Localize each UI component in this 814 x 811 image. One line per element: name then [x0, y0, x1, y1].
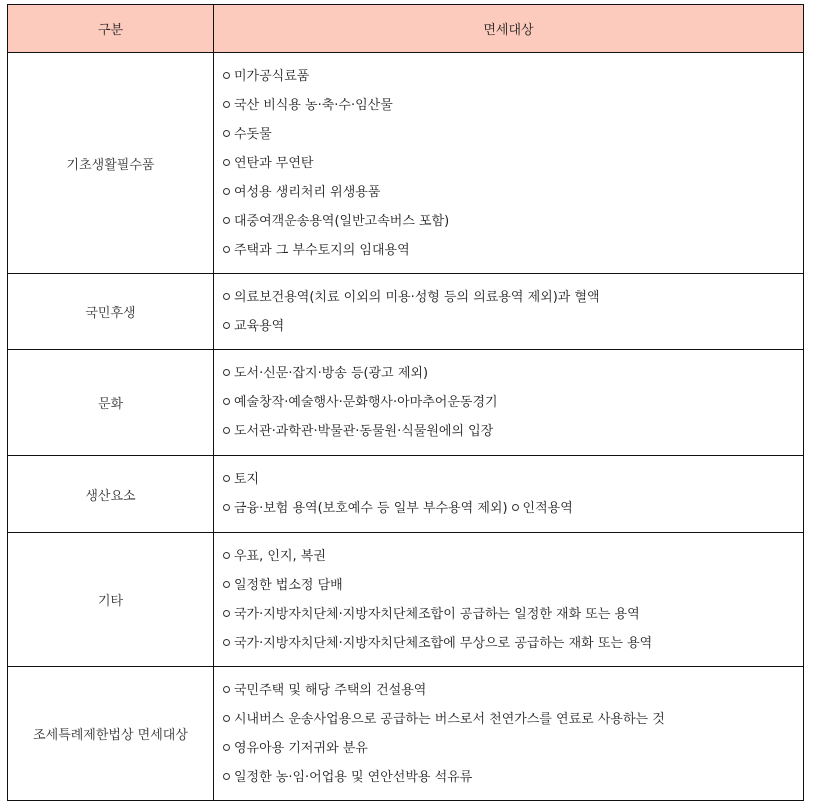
bullet-icon	[223, 322, 230, 329]
list-item: 일정한 농·임·어업용 및 연안선박용 석유류	[223, 763, 803, 792]
list-item: 교육용역	[223, 312, 803, 341]
list-item: 금융·보험 용역(보호예수 등 일부 부수용역 제외) 인적용역	[223, 494, 803, 523]
items-cell	[214, 456, 804, 533]
list-item: 국가·지방자치단체·지방자치단체조합에 무상으로 공급하는 재화 또는 용역	[223, 629, 803, 658]
list-item: 의료보건용역(치료 이외의 미용·성형 등의 의료용역 제외)과 혈액	[223, 283, 803, 312]
list-item: 예술창작·예술행사·문화행사·아마추어운동경기	[223, 388, 803, 417]
list-item: 국산 비식용 농·축·수·임산물	[223, 91, 803, 120]
bullet-icon	[223, 427, 230, 434]
bullet-icon	[223, 293, 230, 300]
header-items: 면세대상	[214, 5, 804, 53]
list-item: 국민주택 및 해당 주택의 건설용역	[223, 676, 803, 705]
table-row	[8, 456, 804, 533]
list-item: 여성용 생리처리 위생용품	[223, 178, 803, 207]
bullet-icon	[223, 217, 230, 224]
table-row	[8, 350, 804, 456]
bullet-icon	[223, 552, 230, 559]
list-item: 연탄과 무연탄	[223, 149, 803, 178]
table-row	[8, 53, 804, 274]
bullet-icon	[223, 72, 230, 79]
bullet-icon	[223, 581, 230, 588]
category-cell: 국민후생	[8, 274, 214, 350]
header-row	[8, 5, 804, 53]
items-cell	[214, 350, 804, 456]
bullet-icon	[223, 773, 230, 780]
items-cell	[214, 53, 804, 274]
list-item: 도서·신문·잡지·방송 등(광고 제외)	[223, 359, 803, 388]
bullet-icon	[223, 475, 230, 482]
bullet-icon	[223, 686, 230, 693]
category-cell: 기타	[8, 533, 214, 667]
bullet-icon	[223, 639, 230, 646]
bullet-icon	[223, 398, 230, 405]
items-cell	[214, 274, 804, 350]
list-item: 국가·지방자치단체·지방자치단체조합이 공급하는 일정한 재화 또는 용역	[223, 600, 803, 629]
table-row	[8, 533, 804, 667]
list-item: 대중여객운송용역(일반고속버스 포함)	[223, 207, 803, 236]
items-cell	[214, 667, 804, 801]
list-item: 시내버스 운송사업용으로 공급하는 버스로서 천연가스를 연료로 사용하는 것	[223, 705, 803, 734]
list-item: 영유아용 기저귀와 분유	[223, 734, 803, 763]
items-cell	[214, 533, 804, 667]
category-cell: 조세특례제한법상 면세대상	[8, 667, 214, 801]
list-item: 수돗물	[223, 120, 803, 149]
list-item: 우표, 인지, 복권	[223, 542, 803, 571]
list-item: 토지	[223, 465, 803, 494]
bullet-icon	[223, 610, 230, 617]
bullet-icon	[512, 504, 519, 511]
bullet-icon	[223, 159, 230, 166]
category-cell: 기초생활필수품	[8, 53, 214, 274]
bullet-icon	[223, 188, 230, 195]
table-row	[8, 274, 804, 350]
bullet-icon	[223, 369, 230, 376]
bullet-icon	[223, 101, 230, 108]
header-category: 구분	[8, 5, 214, 53]
bullet-icon	[223, 130, 230, 137]
table-row	[8, 667, 804, 801]
category-cell: 생산요소	[8, 456, 214, 533]
list-item: 미가공식료품	[223, 62, 803, 91]
list-item: 일정한 법소정 담배	[223, 571, 803, 600]
tax-exemption-table	[7, 4, 804, 801]
list-item: 주택과 그 부수토지의 임대용역	[223, 236, 803, 265]
list-item: 도서관·과학관·박물관·동물원·식물원에의 입장	[223, 417, 803, 446]
bullet-icon	[223, 715, 230, 722]
bullet-icon	[223, 246, 230, 253]
bullet-icon	[223, 744, 230, 751]
bullet-icon	[223, 504, 230, 511]
category-cell: 문화	[8, 350, 214, 456]
